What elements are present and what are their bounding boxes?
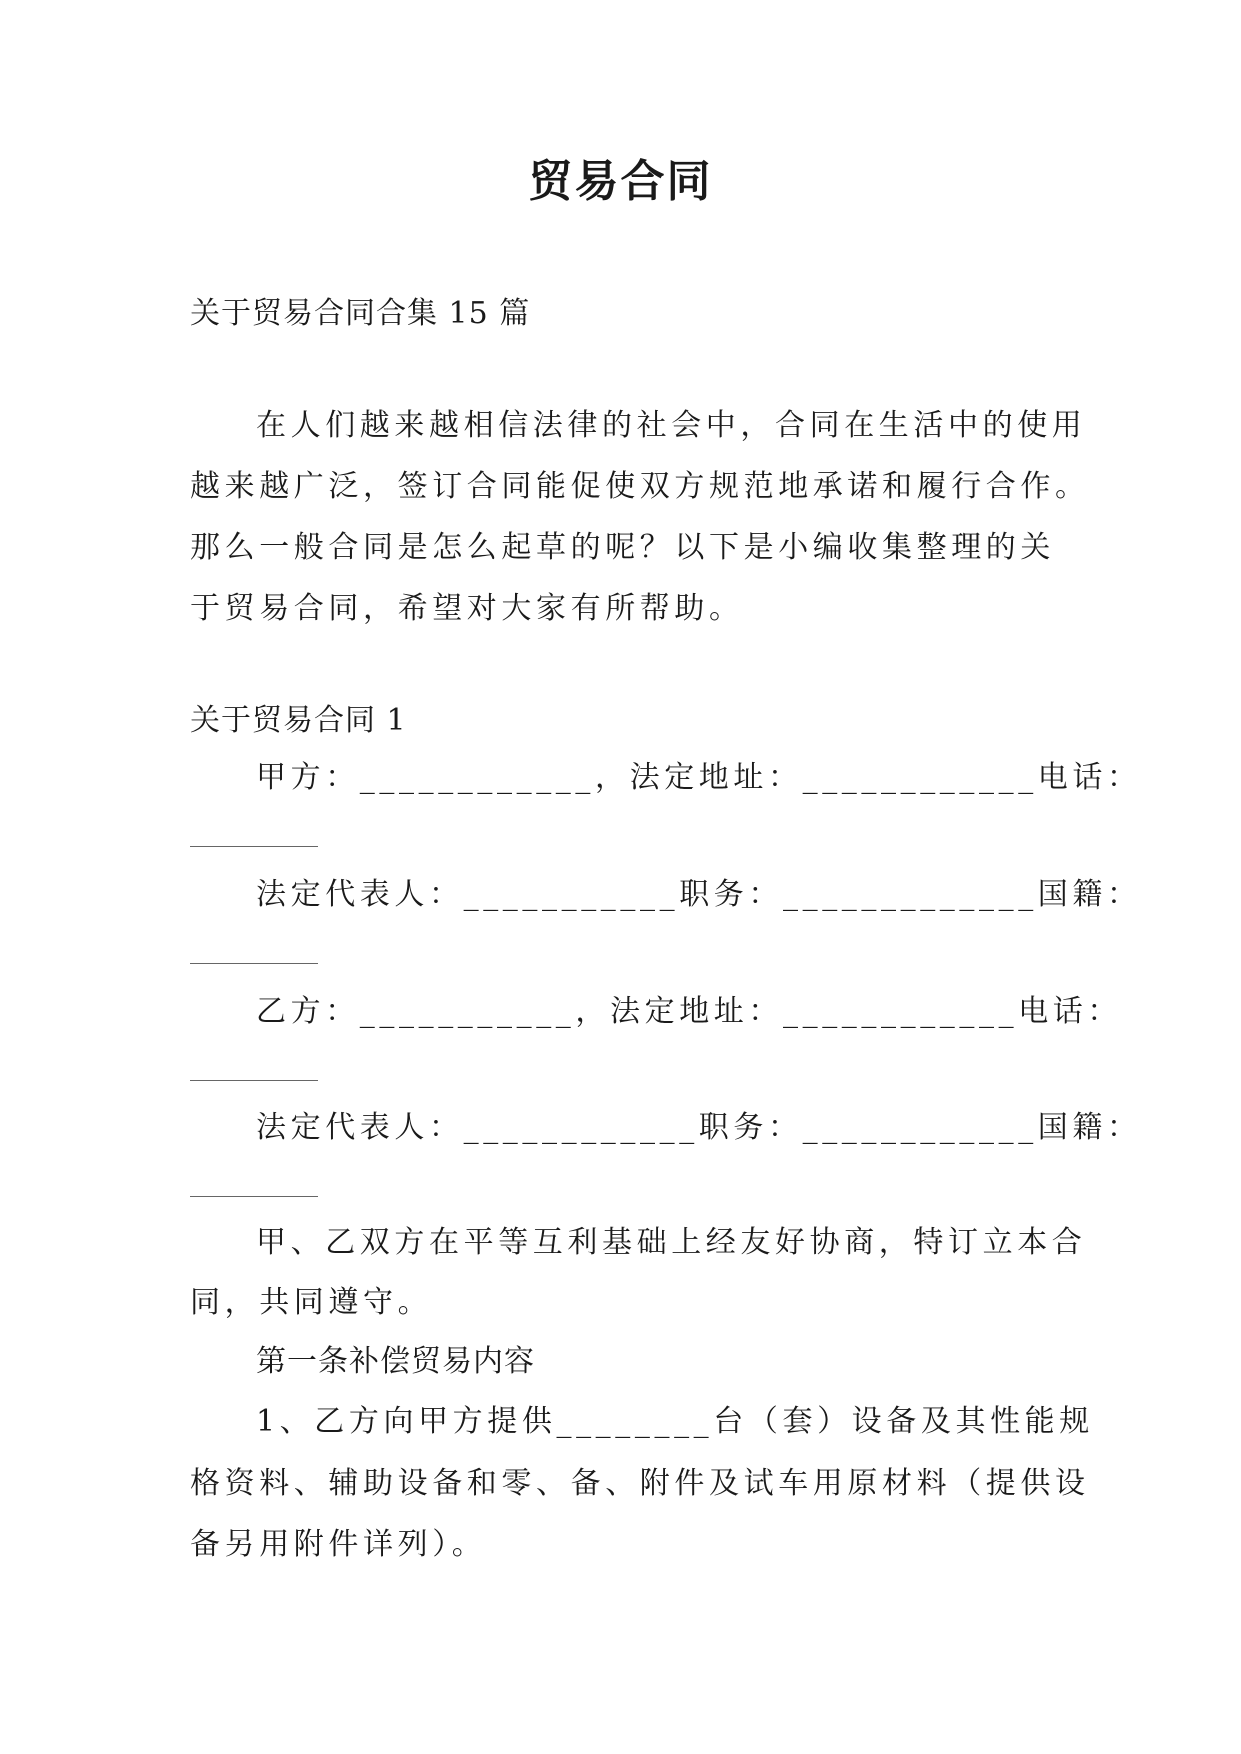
agreement-line-2: 同，共同遵守。	[190, 1285, 433, 1320]
party-a-rep-blank-line	[190, 963, 318, 964]
party-a-blank-line	[190, 846, 318, 847]
document-title: 贸易合同	[528, 156, 713, 207]
party-b-blank-line	[190, 1080, 318, 1081]
clause-1-line-2: 格资料、辅助设备和零、备、附件及试车用原材料（提供设	[190, 1466, 1090, 1501]
document-subtitle: 关于贸易合同合集 15 篇	[190, 296, 531, 331]
clause-1-line-3: 备另用附件详列）。	[190, 1527, 487, 1562]
party-a-rep-line: 法定代表人：___________职务：_____________国籍：	[256, 877, 1142, 912]
article-heading: 第一条补偿贸易内容	[256, 1344, 535, 1379]
intro-line-4: 于贸易合同，希望对大家有所帮助。	[190, 591, 744, 626]
party-b-rep-line: 法定代表人：____________职务：____________国籍：	[256, 1110, 1142, 1145]
party-b-rep-blank-line	[190, 1196, 318, 1197]
agreement-line-1: 甲、乙双方在平等互利基础上经友好协商，特订立本合	[256, 1225, 1087, 1260]
intro-line-2: 越来越广泛，签订合同能促使双方规范地承诺和履行合作。	[190, 469, 1090, 504]
intro-line-1: 在人们越来越相信法律的社会中，合同在生活中的使用	[256, 408, 1087, 443]
clause-1-line-1: 1、乙方向甲方提供________台（套）设备及其性能规	[256, 1404, 1094, 1439]
party-b-line: 乙方：___________，法定地址：____________电话：	[256, 994, 1122, 1029]
section-heading: 关于贸易合同 1	[190, 703, 407, 738]
party-a-line: 甲方：____________，法定地址：____________电话：	[256, 760, 1142, 795]
intro-line-3: 那么一般合同是怎么起草的呢？以下是小编收集整理的关	[190, 530, 1055, 565]
